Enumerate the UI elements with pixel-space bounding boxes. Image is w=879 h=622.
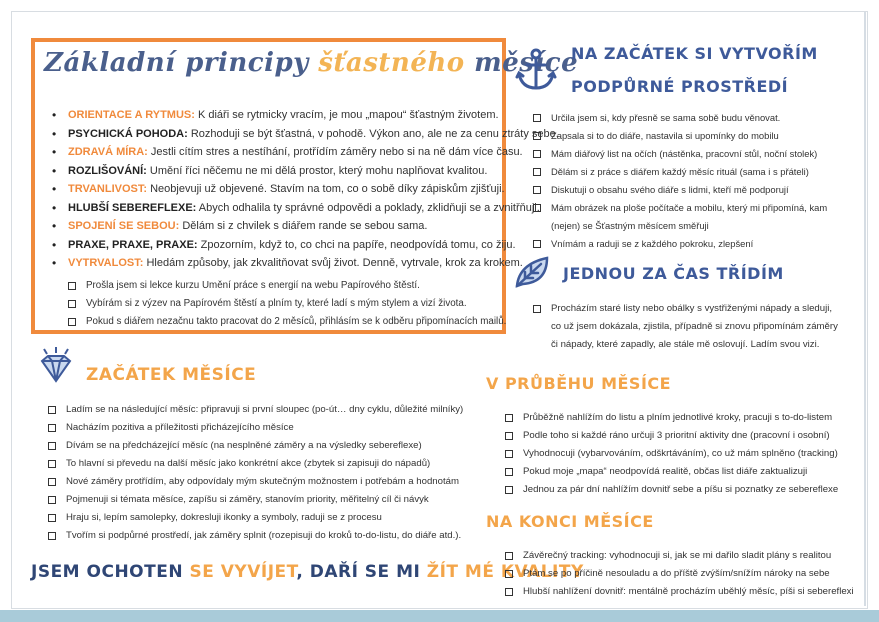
check-item[interactable] [48,509,463,527]
check-item[interactable] [533,300,838,318]
checkbox[interactable] [533,305,541,313]
sort-checklist [533,300,838,354]
page-title [44,48,578,78]
principle-item [52,125,559,144]
checkbox[interactable] [533,132,541,140]
check-text: Průběžně nahlížím do listu a plním jednotlivé kroky, pracuji s to-do-listem [523,412,833,423]
check-item[interactable] [533,163,827,181]
checkbox[interactable] [48,532,56,540]
title-accent: šťastného [318,48,465,78]
checkbox[interactable] [505,486,513,494]
leaf-icon [513,254,553,290]
checkbox[interactable] [48,496,56,504]
checkbox[interactable] [533,204,541,212]
principle-text: Zpozorním, když to, co chci na papíře, neodpovídá tomu, co žiju. [197,238,516,251]
check-item[interactable] [533,145,827,163]
checkbox[interactable] [505,432,513,440]
principle-key: SPOJENÍ SE SEBOU: [68,220,180,232]
anchor-icon [514,47,558,93]
check-text: (nejen) se Šťastným měsícem směřuji [551,220,709,231]
check-text: Dělám si z práce s diářem každý měsíc rituál (sama i s přáteli) [551,166,809,177]
end-month-title: NA KONCI MĚSÍCE [486,512,654,531]
checkbox[interactable] [533,240,541,248]
principle-text: K diáři se rytmicky vracím, je mou „mapou“ šťastným životem. [194,109,499,121]
principle-key: TRVANLIVOST: [68,183,148,195]
principle-item [52,180,559,199]
check-text: Jednou za pár dní nahlížím dovnitř sebe a píšu si poznatky ze sebereflexe [523,484,839,495]
check-text: Procházím staré listy nebo obálky s vystřiženými nápady a sleduji, [551,303,833,314]
principles-list [52,106,559,273]
check-item[interactable] [533,109,827,127]
checkbox[interactable] [48,514,56,522]
checkbox[interactable] [533,150,541,158]
support-checklist [533,109,827,253]
intro-check-item[interactable] [68,313,506,331]
checkbox[interactable] [68,300,76,308]
check-text: To hlavní si převedu na další měsíc jako konkrétní akce (zbytek si zapisuji do nápadů) [66,458,431,469]
checkbox[interactable] [505,588,513,596]
check-item[interactable] [48,473,463,491]
slogan-part: JSEM OCHOTEN [31,562,190,582]
check-text: Ladím se na následující měsíc: připravuji si první sloupec (po-út… dny cyklu, důležité milníky) [66,404,464,415]
principle-text: Abych odhalila ty správné odpovědi a poklady, zklidňuji se a zvnitřňuji. [196,201,540,214]
principle-item [52,199,559,218]
check-text: Hraju si, lepím samolepky, dokresluji ikonky a symboly, raduji se z procesu [66,512,382,523]
checkbox[interactable] [505,450,513,458]
bottom-accent-bar [0,610,879,622]
checkbox[interactable] [48,442,56,450]
principle-text: Dělám si z chvilek s diářem rande se sebou sama. [179,220,428,232]
check-item[interactable] [533,181,827,199]
check-text: Hlubší nahlížení dovnitř: mentálně procházím uběhlý měsíc, píši si sebereflexi [523,586,854,597]
checkbox[interactable] [48,424,56,432]
principle-text: Hledám způsoby, jak zkvalitňovat svůj život. Denně, vytrvale, krok za krokem. [143,257,523,269]
principle-key: ZDRAVÁ MÍRA: [68,146,148,158]
slogan-part: ŽÍT MÉ KVALITY [426,562,584,582]
checkbox[interactable] [505,570,513,578]
principle-text: Neobjevuji už objevené. Stavím na tom, co o sobě díky zápiskům zjišťuji. [147,183,505,195]
checkbox[interactable] [505,414,513,422]
checkbox[interactable] [533,168,541,176]
during-month-checklist [505,409,838,499]
check-text: Pokud moje „mapa“ neodpovídá realitě, občas list diáře zaktualizuji [523,466,808,477]
check-text: Podle toho si každé ráno určuji 3 prioritní aktivity dne (pracovní i osobní) [523,430,830,441]
check-text: Nacházím pozitiva a příležitosti přicházejícího měsíce [66,422,294,433]
check-text: Mám diářový list na očích (nástěnka, pracovní stůl, noční stolek) [551,148,818,159]
check-item[interactable] [505,409,838,427]
principle-item [52,143,559,162]
check-item[interactable] [48,419,463,437]
principle-text: Rozhoduji se být šťastná, v pohodě. Výkon ano, ale ne za cenu ztráty sebe. [187,127,559,140]
check-item[interactable] [505,565,854,583]
principle-item [52,106,559,125]
check-text: Pokud s diářem nezačnu takto pracovat do 2 měsíců, přihlásím se k odběru připomínacích mailů. [86,316,507,327]
check-item[interactable] [48,455,463,473]
start-month-checklist [48,401,463,545]
scrollbar-track[interactable] [864,12,866,606]
check-text: Zapsala si to do diáře, nastavila si upomínky do mobilu [551,130,779,141]
checkbox[interactable] [68,318,76,326]
check-item[interactable] [505,463,838,481]
check-text: Vybírám si z výzev na Papírovém štěstí a plním ty, které ladí s mým stylem a vizí života. [86,298,467,309]
end-month-checklist [505,547,854,601]
diamond-icon [34,345,78,385]
check-item[interactable] [48,437,463,455]
checkbox[interactable] [68,282,76,290]
sort-title: JEDNOU ZA ČAS TŘÍDÍM [563,264,784,283]
principle-key: ORIENTACE A RYTMUS: [68,109,195,121]
support-title-line2: PODPŮRNÉ PROSTŘEDÍ [571,77,789,96]
checkbox[interactable] [48,478,56,486]
check-text: Tvořím si podpůrné prostředí, jak záměry splnit (rozepisuji do kroků to-do-listu, do diáře atd.). [66,530,462,541]
checkbox[interactable] [48,460,56,468]
title-part-1: Základní principy [44,48,319,78]
principle-key: VYTRVALOST: [68,257,144,269]
checkbox[interactable] [505,552,513,560]
check-item[interactable] [505,583,854,601]
principle-key: PRAXE, PRAXE, PRAXE: [68,238,198,251]
checkbox[interactable] [533,114,541,122]
check-text: Mám obrázek na ploše počítače a mobilu, který mi připomíná, kam [551,202,828,213]
support-title-line1: NA ZAČÁTEK SI VYTVOŘÍM [571,44,818,63]
check-item[interactable] [533,127,827,145]
intro-check-item[interactable] [68,295,506,313]
check-item[interactable] [48,491,463,509]
slogan [31,562,584,582]
check-item[interactable] [533,235,827,253]
slogan-part: SE VYVÍJET [189,562,297,582]
check-text: Dívám se na předcházející měsíc (na nesplněné záměry a na výsledky sebereflexe) [66,440,422,451]
principle-key: HLUBŠÍ SEBEREFLEXE: [68,201,197,214]
check-text: Ptám se po příčině nesouladu a do příště zvýším/snížím nároky na sebe [523,568,830,579]
check-text: Pojmenuji si témata měsíce, zapíšu si záměry, stanovím priority, měřitelný cíl či návyk [66,494,429,505]
principle-text: Umění říci něčemu ne mi dělá prostor, který mohu naplňovat kvalitou. [146,164,488,177]
title-part-2: měsíce [464,48,579,78]
check-item-continuation [533,318,838,336]
checkbox[interactable] [533,186,541,194]
check-text: Vyhodnocuji (vybarvováním, odškrtáváním), co už mám splněno (tracking) [523,448,838,459]
check-text: co už jsem dokázala, zjistila, případně si znovu připomínám záměry [551,321,838,332]
check-text: Závěrečný tracking: vyhodnocuji si, jak se mi dařilo sladit plány s realitou [523,550,832,561]
checkbox[interactable] [48,406,56,414]
start-month-title: ZAČÁTEK MĚSÍCE [86,365,257,385]
check-text: Prošla jsem si lekce kurzu Umění práce s energií na webu Papírového štěstí. [86,280,420,291]
intro-check-item[interactable] [68,277,506,295]
check-item[interactable] [48,401,463,419]
check-item-continuation [533,217,827,235]
check-item[interactable] [505,427,838,445]
check-text: Nové záměry protřídím, aby odpovídaly mým skutečným možnostem i potřebám a hodnotám [66,476,459,487]
principle-item [52,217,559,236]
principle-item [52,254,559,273]
check-text: Vnímám a raduji se z každého pokroku, zlepšení [551,238,754,249]
check-item[interactable] [505,445,838,463]
check-item[interactable] [505,547,854,565]
principle-item [52,236,559,255]
check-item[interactable] [48,527,463,545]
principle-key: PSYCHICKÁ POHODA: [68,127,188,140]
check-item[interactable] [505,481,838,499]
slogan-part: , DAŘÍ SE MI [296,562,427,582]
principle-key: ROZLIŠOVÁNÍ: [68,164,147,177]
principle-text: Jestli cítím stres a nestíhání, protřídím záměry nebo si na ně dám více času. [147,146,523,158]
intro-checklist [68,277,506,331]
principle-item [52,162,559,181]
checkbox[interactable] [505,468,513,476]
check-text: či nápady, které zapadly, ale stále mě oslovují. Ladím svou vizi. [551,339,820,350]
check-text: Diskutuji o obsahu svého diáře s lidmi, kteří mě podporují [551,184,789,195]
check-item-continuation [533,336,838,354]
during-month-title: V PRŮBĚHU MĚSÍCE [486,374,672,393]
check-text: Určila jsem si, kdy přesně se sama sobě budu věnovat. [551,112,781,123]
check-item[interactable] [533,199,827,217]
